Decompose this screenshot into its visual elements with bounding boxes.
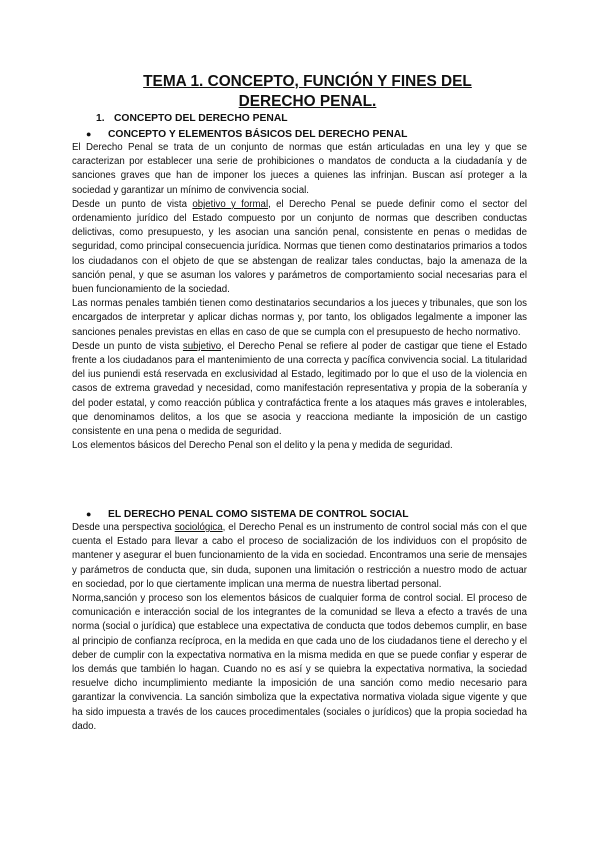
paragraph: El Derecho Penal se trata de un conjunto de normas que están articuladas en una ley y que se caracterizan por establecer una serie de prohibiciones o mandatos de conducta a la ciudadanía y de sanciones graves que han de imponer los jueces a quienes las infrinjan. Buscan así proteger a la sociedad y garantizar un mínimo de convivencia social. — [72, 142, 527, 196]
bullet-icon: ● — [86, 509, 92, 519]
paragraph-text: , el Derecho Penal se refiere al poder de castigar que tiene el Estado frente a los ciudadanos para el mantenimiento de una correcta y pacífica convivencia social. La titularidad del ius puniendi está reservada en exclusividad al Estado, legitimado por lo que el uso de la violencia en casos de extrema gravedad y necesidad, como manifestación representativa y propia de la soberanía y del poder estatal, y como reacción pública y contrafáctica frente a los ataques más graves e intolerables, que denominamos delitos, a los que se asocia y reacciona mediante la imposición de un castigo consistente en una pena o medida de seguridad. — [72, 340, 527, 438]
paragraph: Norma,sanción y proceso son los elementos básicos de cualquier forma de control social. El proceso de comunicación e interacción social de los integrantes de la comunidad se lleva a efecto a través de una norma (social o jurídica) que establece una expectativa de conducta que todos debemos cumplir, en base al principio de confianza recíproca, en la medida en que cada uno de los ciudadanos tiene el derecho y el deber de cumplir con la expectativa normativa en la misma medida en que se puede confiar y esperar de los demás que también lo hagan. Cuando no es así y se quiebra la expectativa normativa, la sociedad resuelve dicho incumplimiento mediante la imposición de una sanción como medio necesario para garantizar la convivencia. La sanción simboliza que la expectativa normativa violada sigue vigente y que ha sido impuesta a través de los cauces procedimentales (sociales o jurídicos) que la propia sociedad ha dado. — [72, 593, 527, 732]
bullet-heading-label: CONCEPTO Y ELEMENTOS BÁSICOS DEL DERECHO PENAL — [108, 129, 408, 140]
paragraph: Los elementos básicos del Derecho Penal son el delito y la pena y medida de seguridad. — [72, 440, 453, 452]
bullet-icon: ● — [86, 129, 92, 139]
paragraph-text: , el Derecho Penal es un instrumento de control social más con el que cuenta el Estado para llevar a cabo el proceso de socialización de los individuos con el propósito de mantener y asegurar el buen funcionamiento de la vida en sociedad. Encontramos una serie de mensajes y parámetros de conducta que, sin duda, suponen una limitación o restricción a nuestro modo de actuar en sociedad, por lo que ciertamente implican una merma de nuestra libertad personal. — [72, 522, 528, 590]
document-title: TEMA 1. CONCEPTO, FUNCIÓN Y FINES DEL DERECHO PENAL. — [143, 73, 472, 110]
body-block-concepto — [72, 141, 527, 453]
paragraph — [72, 340, 527, 439]
section-heading-1 — [96, 112, 288, 125]
paragraph-text: Desde un punto de vista — [72, 340, 183, 352]
paragraph — [72, 521, 527, 592]
section-number: 1. — [96, 113, 105, 124]
paragraph-text: Desde un punto de vista — [72, 198, 193, 210]
body-block-control-social — [72, 521, 527, 734]
paragraph-text: Desde una perspectiva — [72, 522, 175, 533]
paragraph — [72, 198, 527, 297]
underlined-term: subjetivo — [182, 340, 222, 352]
bullet-heading-control-social — [86, 508, 409, 521]
section-heading-label: CONCEPTO DEL DERECHO PENAL — [114, 113, 288, 124]
underlined-term: sociológica — [174, 522, 223, 533]
bullet-heading-label: EL DERECHO PENAL COMO SISTEMA DE CONTROL SOCIAL — [108, 509, 409, 520]
underlined-term: objetivo y formal — [192, 198, 269, 210]
paragraph: Las normas penales también tienen como destinatarios secundarios a los jueces y tribunales, que son los encargados de interpretar y aplicar dichas normas y, por tanto, los obligados legalmente a imponer las sanciones penales previstas en ellas en caso de que se cumpla con el presupuesto de hecho normativo. — [72, 298, 527, 338]
paragraph-text: , el Derecho Penal se puede definir como el sector del ordenamiento jurídico del Estado compuesto por un conjunto de normas que describen conductas delictivas, como presupuesto, y les asocian una sanción penal, consistente en penas o medidas de seguridad, como principal consecuencia jurídica. Normas que tienen como destinatarios primarios a todos los ciudadanos con el objeto de que se abstengan de realizar tales conductas, bajo la amenaza de la sanción penal, y que se asuman los valores y parámetros de comportamiento social necesarias para el buen funcionamiento de la sociedad. — [72, 198, 527, 296]
bullet-heading-concepto — [86, 128, 407, 141]
